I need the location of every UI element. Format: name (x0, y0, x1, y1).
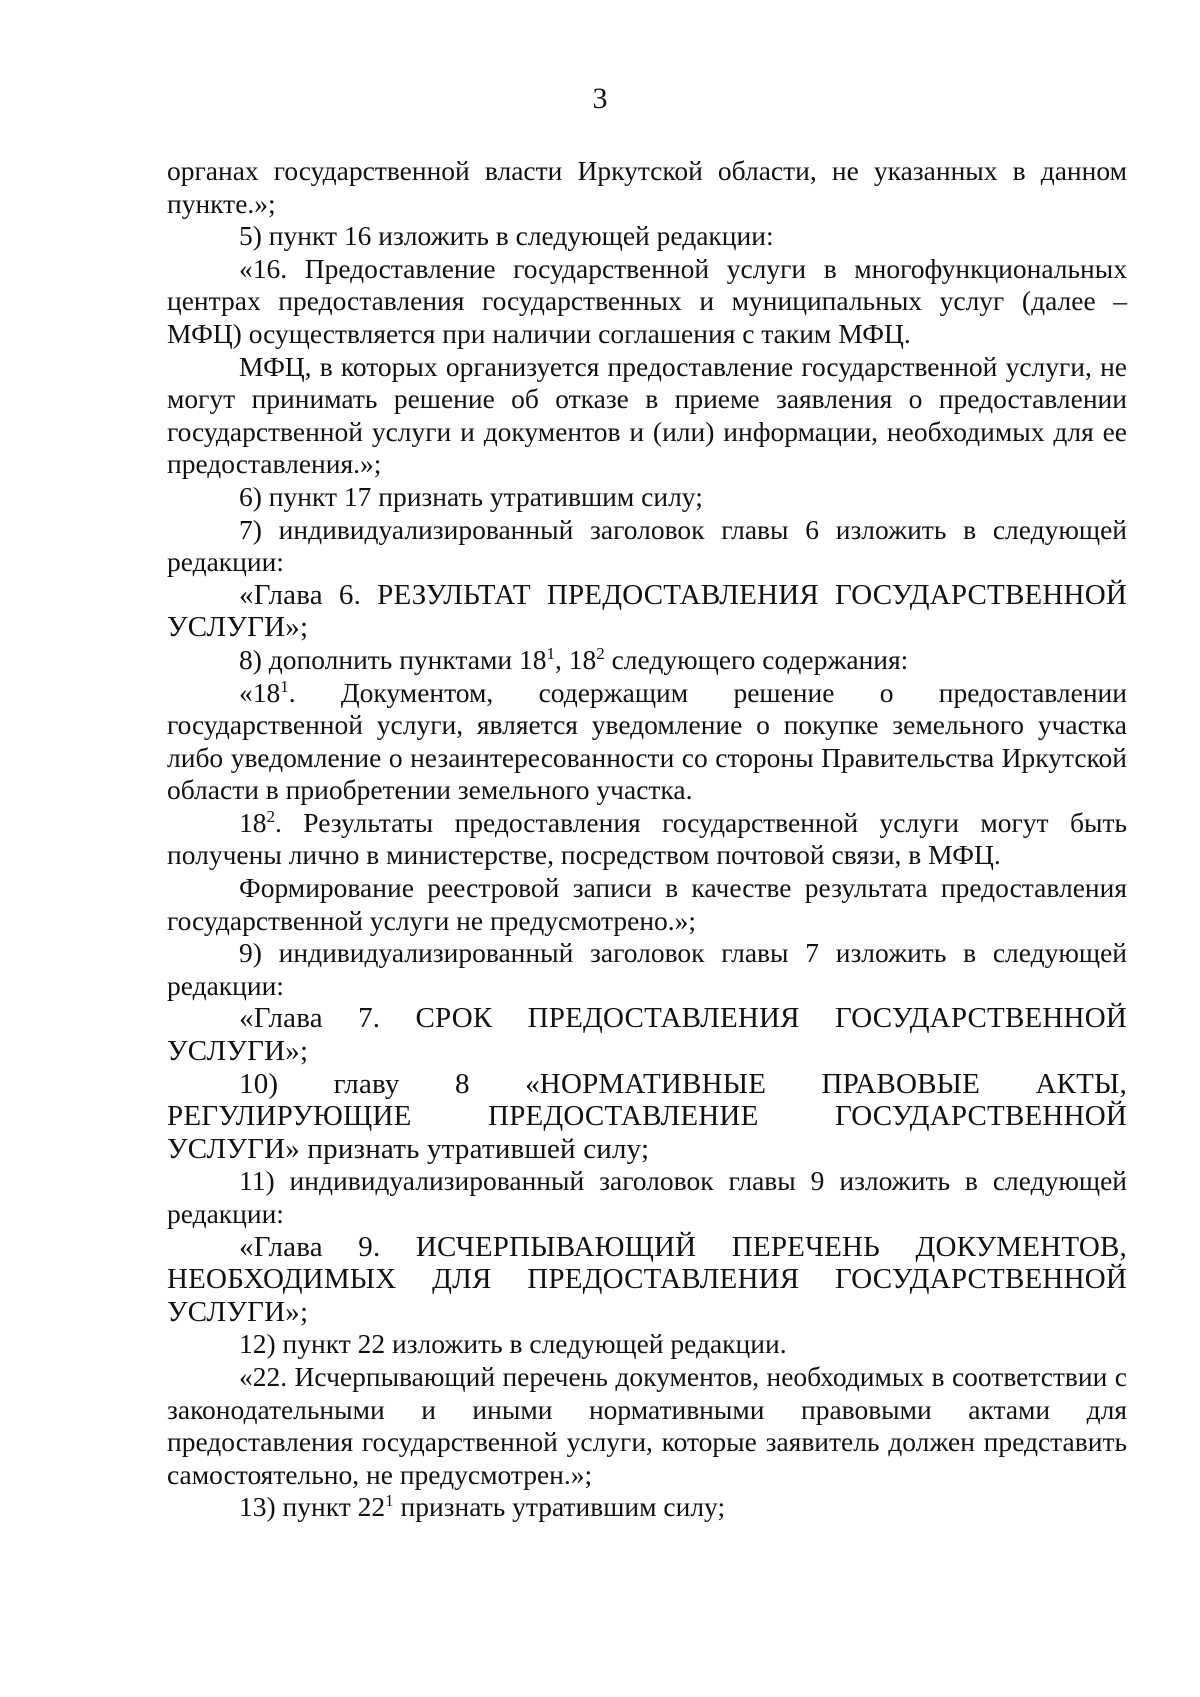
clause-16-mfc: МФЦ, в которых организуется предоставление государственной услуги, не могут принимать решение об отказе в приеме заявления о предоставлении государственной услуги и документов и (или) информации, необходимых для ее предоставления.»; (167, 350, 1127, 480)
chapter-9-heading: «Глава 9. ИСЧЕРПЫВАЮЩИЙ ПЕРЕЧЕНЬ ДОКУМЕНТОВ, НЕОБХОДИМЫХ ДЛЯ ПРЕДОСТАВЛЕНИЯ ГОСУДАРСТВЕННОЙ УСЛУГИ»; (167, 1230, 1127, 1328)
item-7: 7) индивидуализированный заголовок главы 6 изложить в следующей редакции: (167, 513, 1127, 578)
document-body (167, 155, 1127, 1524)
clause-22: «22. Исчерпывающий перечень документов, необходимых в соответствии с законодательными и иными нормативными правовыми актами для предоставления государственной услуги, которые заявитель должен представить самостоятельно, не предусмотрен.»; (167, 1360, 1127, 1490)
clause-16: «16. Предоставление государственной услуги в многофункциональных центрах предоставления государственных и муниципальных услуг (далее – МФЦ) осуществляется при наличии соглашения с таким МФЦ. (167, 252, 1127, 349)
item-11: 11) индивидуализированный заголовок главы 9 изложить в следующей редакции: (167, 1165, 1127, 1229)
item-8: 8) дополнить пунктами $18^1$, $18^2$ следующего содержания: (239, 643, 909, 675)
item-13: 13) пункт $22^1$ признать утратившим силу; (239, 1491, 726, 1523)
paragraph-continuation: органах государственной власти Иркутской области, не указанных в данном пункте.»; (167, 155, 1127, 219)
item-9: 9) индивидуализированный заголовок главы 7 изложить в следующей редакции: (167, 937, 1127, 1001)
clause-18-2: $18^2$. Результаты предоставления государственной услуги могут быть получены лично в министерстве, посредством почтовой связи, в МФЦ. (167, 806, 1127, 871)
item-5: 5) пункт 16 изложить в следующей редакции: (239, 220, 774, 252)
page-number: 3 (592, 82, 608, 115)
chapter-7-heading: «Глава 7. СРОК ПРЕДОСТАВЛЕНИЯ ГОСУДАРСТВЕННОЙ УСЛУГИ»; (167, 1002, 1127, 1068)
chapter-6-heading: «Глава 6. РЕЗУЛЬТАТ ПРЕДОСТАВЛЕНИЯ ГОСУДАРСТВЕННОЙ УСЛУГИ»; (167, 578, 1127, 644)
clause-18-2-registry: Формирование реестровой записи в качестве результата предоставления государственной услуги не предусмотрено.»; (167, 872, 1127, 936)
item-12: 12) пункт 22 изложить в следующей редакции. (239, 1328, 787, 1360)
item-10: 10) главу 8 «НОРМАТИВНЫЕ ПРАВОВЫЕ АКТЫ, РЕГУЛИРУЮЩИЕ ПРЕДОСТАВЛЕНИЕ ГОСУДАРСТВЕННОЙ УСЛУГИ» признать утратившей силу; (167, 1067, 1127, 1165)
item-6: 6) пункт 17 признать утратившим силу; (239, 480, 703, 512)
clause-18-1: «$18^1$. Документом, содержащим решение о предоставлении государственной услуги, является уведомление о покупке земельного участка либо уведомление о незаинтересованности со стороны Правительства Иркутской области в приобретении земельного участка. (167, 676, 1127, 806)
